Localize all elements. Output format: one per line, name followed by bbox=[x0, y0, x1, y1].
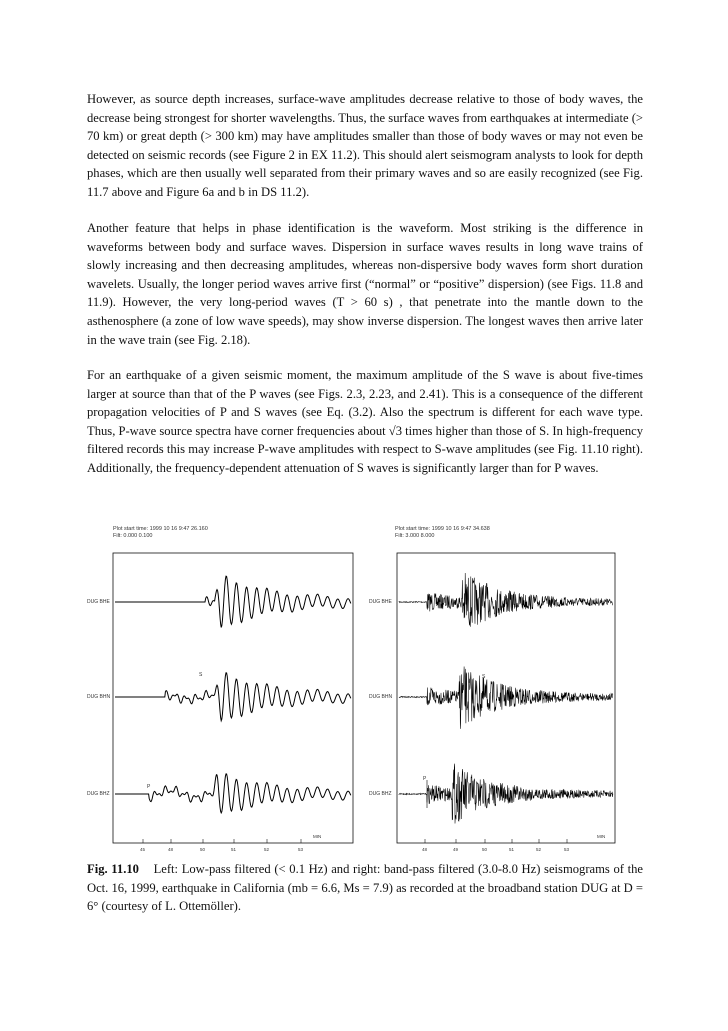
right-header-starttime: Plot start time: 1999 10 16 9:47 34.638 bbox=[395, 526, 490, 532]
right-trace-label-e: DUG BHE bbox=[369, 599, 392, 605]
left-trace-bhn bbox=[115, 673, 351, 721]
left-time-axis bbox=[140, 839, 304, 852]
left-tick-label: 52 bbox=[264, 847, 270, 852]
right-tick-label: 51 bbox=[509, 847, 515, 852]
seismogram-figure-svg bbox=[87, 518, 643, 854]
right-time-axis bbox=[422, 839, 570, 852]
right-trace-label-z: DUG BHZ bbox=[369, 791, 392, 797]
right-phase-s: S bbox=[482, 674, 486, 680]
left-header-starttime: Plot start time: 1999 10 16 9:47 26.160 bbox=[113, 526, 208, 532]
right-tick-label: 48 bbox=[422, 847, 428, 852]
paragraph-depth-effect: However, as source depth increases, surface-wave amplitudes decrease relative to those of body waves, the decrease being strongest for shorter wavelengths. Thus, the surface waves from earthquakes at intermediate (> 70 km) or great depth (> 300 km) may have amplitudes smaller than those of body waves or may not even be detected on seismic records (see Figure 2 in EX 11.2). This should alert seismogram analysts to look for depth phases, which are then usually well separated from their primary waves and so are easily recognized (see Fig. 11.7 above and Figure 6a and b in DS 11.2). bbox=[87, 92, 643, 199]
figure-caption bbox=[87, 860, 643, 916]
right-tick-label: 49 bbox=[453, 847, 459, 852]
figure-seismograms bbox=[87, 518, 643, 854]
left-tick-label: 45 bbox=[140, 847, 146, 852]
right-tick-label: 53 bbox=[564, 847, 570, 852]
left-phase-s: S bbox=[199, 672, 203, 678]
left-tick-label: 51 bbox=[231, 847, 237, 852]
left-tick-label: 53 bbox=[298, 847, 304, 852]
left-trace-label-z: DUG BHZ bbox=[87, 791, 110, 797]
left-tick-label: 48 bbox=[168, 847, 174, 852]
left-panel-lowpass bbox=[87, 526, 353, 852]
caption-label: Fig. 11.10 bbox=[87, 862, 139, 876]
caption-text: Left: Low-pass filtered (< 0.1 Hz) and right: band-pass filtered (3.0-8.0 Hz) seismograms of the Oct. 16, 1999, earthquake in California (mb = 6.6, Ms = 7.9) as recorded at the broadband station DUG at D = 6° (courtesy of L. Ottemöller). bbox=[87, 862, 643, 914]
right-tick-label: 52 bbox=[536, 847, 542, 852]
left-tick-label: 50 bbox=[200, 847, 206, 852]
right-trace-label-n: DUG BHN bbox=[369, 694, 393, 700]
paragraph-amplitude: For an earthquake of a given seismic moment, the maximum amplitude of the S wave is about five-times larger at source than that of the P waves (see Figs. 2.3, 2.23, and 2.41). This is a consequence of the different propagation velocities of P and S waves (see Eq. (3.2). Also the spectrum is different for each wave type. Thus, P-wave source spectra have corner frequencies about √3 times higher than those of S. In high-frequency filtered records this may increase P-wave amplitudes with respect to S-wave amplitudes (see Fig. 11.10 right). Additionally, the frequency-dependent attenuation of S waves is significantly larger than for P waves. bbox=[87, 368, 643, 475]
right-panel-bandpass bbox=[369, 526, 615, 852]
right-axis-unit: MIN bbox=[597, 834, 606, 839]
left-axis-unit: MIN bbox=[313, 834, 322, 839]
left-trace-bhz bbox=[115, 774, 351, 813]
right-tick-label: 50 bbox=[482, 847, 488, 852]
left-trace-label-n: DUG BHN bbox=[87, 694, 111, 700]
right-header-filter: Filt: 3.000 8.000 bbox=[395, 533, 435, 539]
paragraph-waveform: Another feature that helps in phase identification is the waveform. Most striking is the difference in waveforms between body and surface waves. Dispersion in surface waves results in long wave trains of slowly increasing and then decreasing amplitudes, whereas non-dispersive body waves form short duration wavelets. Usually, the longer period waves arrive first (“normal” or “positive” dispersion) (see Figs. 11.8 and 11.9). However, the very long-period waves (T > 60 s) , that penetrate into the mantle down to the asthenosphere (a zone of low wave speeds), may show inverse dispersion. The longest waves then arrive later in the wave train (see Fig. 2.18). bbox=[87, 221, 643, 347]
right-phase-p: P bbox=[423, 776, 427, 782]
left-trace-label-e: DUG BHE bbox=[87, 599, 110, 605]
right-trace-bhz bbox=[399, 764, 613, 824]
left-trace-bhe bbox=[115, 576, 351, 627]
right-trace-bhe bbox=[399, 573, 613, 627]
left-header-filter: Filt: 0.000 0.100 bbox=[113, 533, 153, 539]
left-phase-p: P bbox=[147, 784, 151, 790]
right-trace-bhn bbox=[399, 667, 613, 729]
